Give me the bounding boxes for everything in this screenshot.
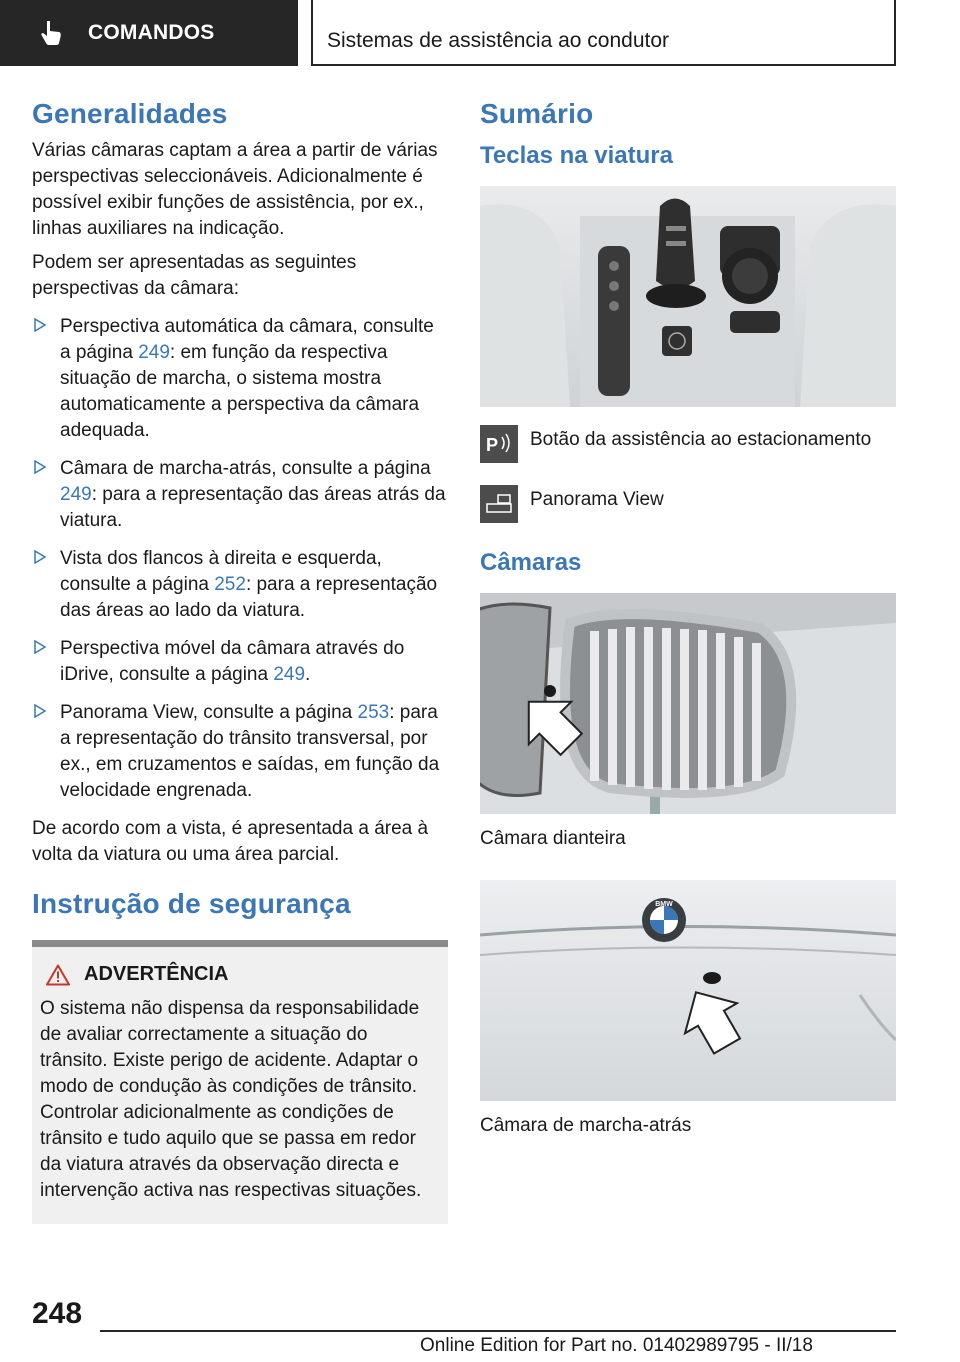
- panorama-view-icon: [480, 485, 518, 523]
- bullet-text: Perspectiva automática da câmara, consulte a página: [60, 316, 434, 363]
- chapter-title: Sistemas de assistência ao condutor: [327, 29, 670, 52]
- bullet-text: .: [305, 664, 311, 685]
- page-link[interactable]: 249: [273, 664, 306, 685]
- bullet-text: : para a representação do trânsito transversal, por ex., em cruzamentos e saídas, em função da velocidade engrenada.: [60, 702, 440, 801]
- section-tab[interactable]: [0, 0, 298, 66]
- triangle-bullet-icon: [34, 640, 46, 654]
- page-link[interactable]: 249: [138, 342, 170, 363]
- keys-heading: Teclas na viatura: [480, 142, 673, 169]
- warning-text: O sistema não dispensa da responsabilidade de avaliar correctamente a situação do trânsito. Existe perigo de acidente. Adaptar o modo de condução às condições de trânsito. Controlar adicionalmente as condições de trânsito e tudo aquilo que se passa em redor da viatura através da observação directa e intervenção activa nas respectivas situações.: [40, 998, 422, 1201]
- front-camera-photo: [480, 593, 896, 814]
- page-link[interactable]: 252: [214, 574, 246, 595]
- bullet-text: Câmara de marcha-atrás, consulte a página: [60, 458, 431, 479]
- bullet-text: Perspectiva móvel da câmara através do iDrive, consulte a página: [60, 638, 405, 685]
- right-column: [480, 98, 896, 1139]
- bullet-text: : para a representação das áreas ao lado da viatura.: [60, 574, 438, 621]
- page-link[interactable]: 249: [60, 484, 92, 505]
- perspectives-list: [32, 314, 448, 804]
- triangle-bullet-icon: [34, 704, 46, 718]
- park-assist-icon: [480, 425, 518, 463]
- page-link[interactable]: 253: [357, 702, 390, 723]
- svg-text:P: P: [486, 435, 499, 455]
- warning-box: [32, 947, 448, 1224]
- cameras-heading: Câmaras: [480, 549, 582, 576]
- chapter-tab[interactable]: [311, 0, 896, 66]
- page-number: 248: [32, 1297, 83, 1330]
- list-item: [32, 700, 448, 804]
- bullet-text: : em função da respectiva situação de marcha, o sistema mostra automaticamente a perspectiva da câmara adequada.: [60, 342, 420, 441]
- key-row-park-assist: [480, 425, 896, 463]
- left-column: [32, 98, 448, 1224]
- closing-paragraph: De acordo com a vista, é apresentada a área à volta da viatura ou uma área parcial.: [32, 818, 429, 865]
- list-item: [32, 546, 448, 624]
- center-console-photo: [480, 186, 896, 407]
- rear-camera-caption: Câmara de marcha-atrás: [480, 1115, 692, 1136]
- page-header: [0, 0, 960, 66]
- triangle-bullet-icon: [34, 550, 46, 564]
- summary-heading: Sumário: [480, 98, 594, 129]
- key-label: Botão da assistência ao estacionamento: [530, 429, 872, 450]
- rear-camera-photo: [480, 880, 896, 1101]
- list-item: [32, 636, 448, 688]
- front-camera-caption: Câmara dianteira: [480, 828, 626, 849]
- warning-title: ADVERTÊNCIA: [84, 963, 229, 985]
- key-label: Panorama View: [530, 489, 664, 510]
- list-item: [32, 314, 448, 444]
- bullet-text: Vista dos flancos à direita e esquerda, consulte a página: [60, 548, 382, 595]
- section-tab-label: COMANDOS: [88, 21, 215, 44]
- hand-pointer-icon: [40, 20, 62, 46]
- warning-bar: [32, 940, 448, 947]
- key-row-panorama: [480, 485, 896, 523]
- triangle-bullet-icon: [34, 460, 46, 474]
- footer-rule: [100, 1330, 896, 1332]
- general-heading: Generalidades: [32, 98, 228, 129]
- bullet-text: : para a representação das áreas atrás da viatura.: [60, 484, 446, 531]
- list-item: [32, 456, 448, 534]
- bmw-badge-lettering: BMW: [655, 901, 673, 908]
- intro-paragraph: Várias câmaras captam a área a partir de várias perspectivas seleccionáveis. Adicionalmente é possível exibir funções de assistência, por ex., linhas auxiliares na indicação.: [32, 140, 438, 239]
- safety-heading: Instrução de segurança: [32, 888, 351, 919]
- triangle-bullet-icon: [34, 318, 46, 332]
- warning-triangle-icon: [46, 964, 70, 986]
- perspectives-intro: Podem ser apresentadas as seguintes perspectivas da câmara:: [32, 252, 357, 299]
- warning-header: [46, 963, 440, 986]
- bullet-text: Panorama View, consulte a página: [60, 702, 358, 723]
- edition-note: Online Edition for Part no. 01402989795 - II/18: [420, 1335, 813, 1356]
